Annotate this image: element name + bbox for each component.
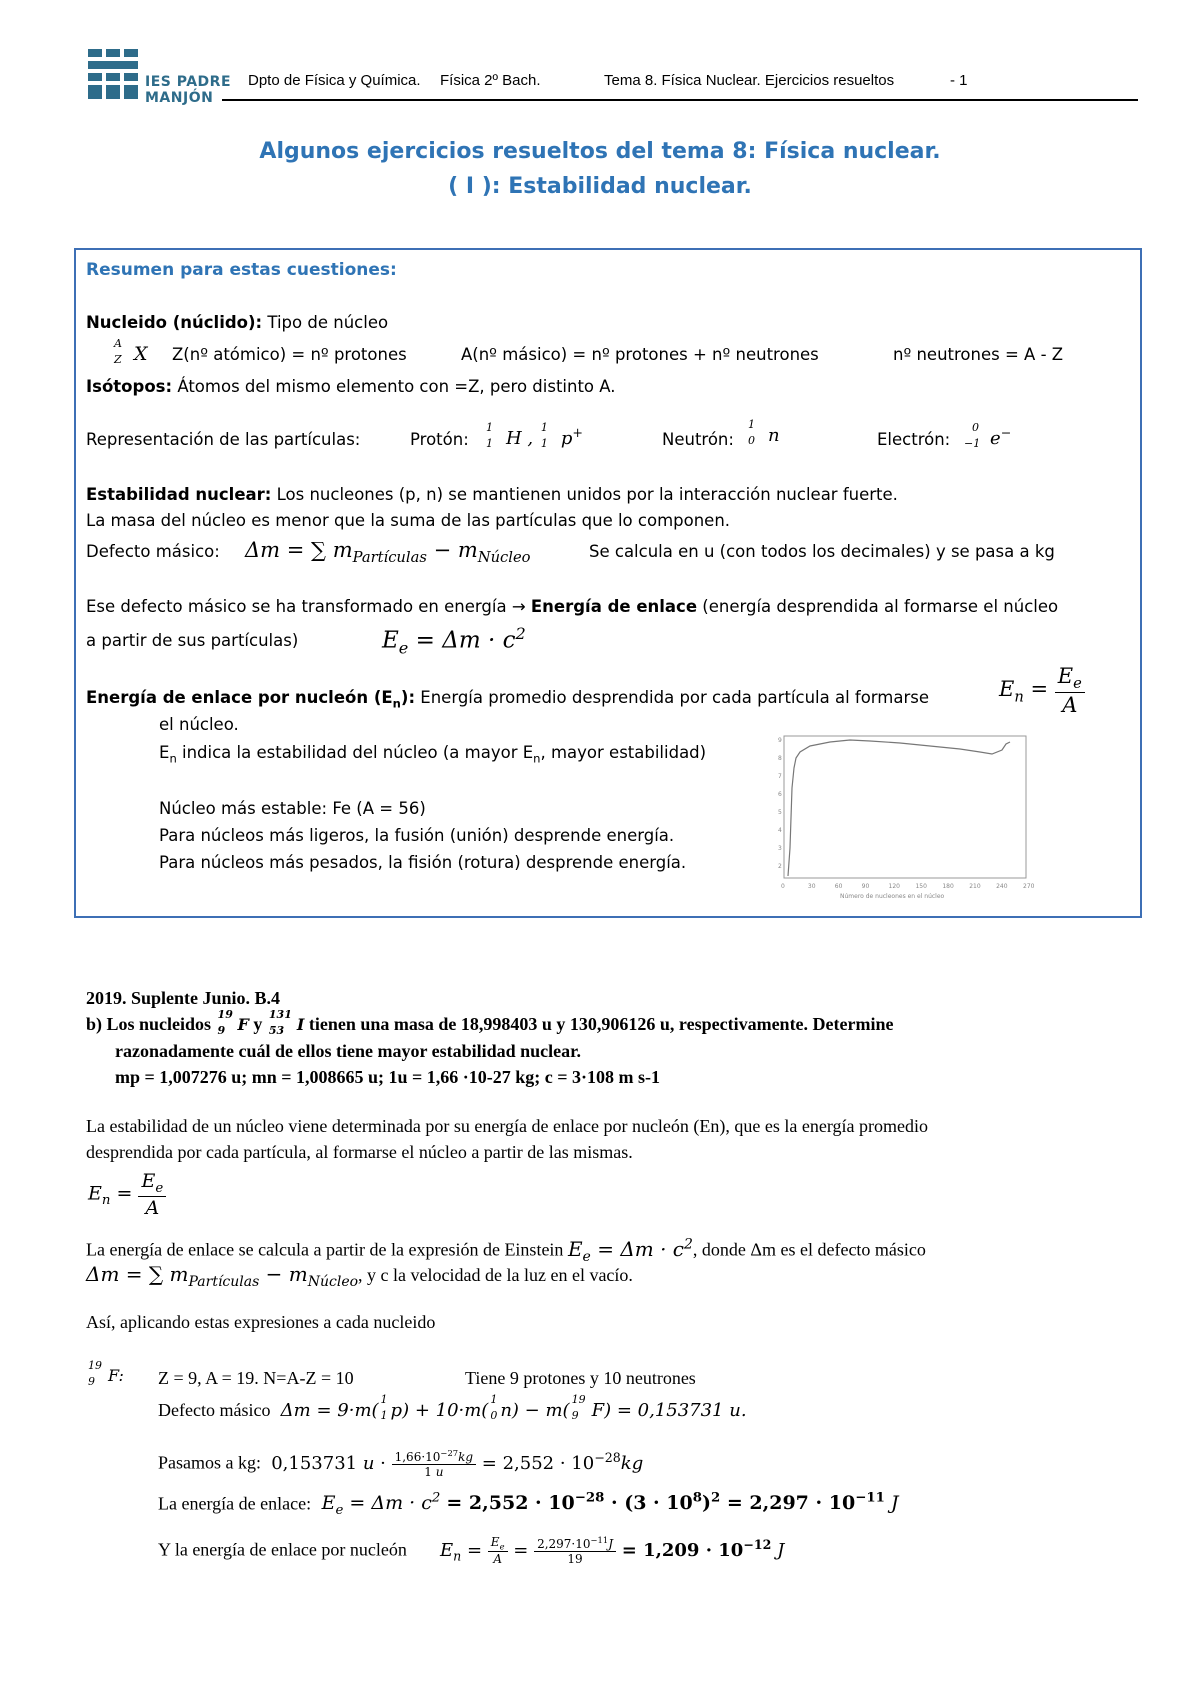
paragraph-3: La energía de enlace se calcula a partir de la expresión de Einstein $E_e = \Delta m \cdot c^2$, donde Δm es el defecto másico bbox=[86, 1236, 926, 1265]
estabilidad-line bbox=[86, 485, 898, 504]
estabilidad-text: Los nucleones (p, n) se mantienen unidos por la interacción nuclear fuerte. bbox=[276, 485, 898, 504]
paragraph-1: La estabilidad de un núcleo viene determinada por su energía de enlace por nucleón (En), que es la energía promedio bbox=[86, 1116, 929, 1136]
paragraph-3a: La energía de enlace se calcula a partir de la expresión de Einstein bbox=[86, 1239, 564, 1260]
header-topic: Tema 8. Física Nuclear. Ejercicios resueltos bbox=[604, 72, 895, 89]
energia-text1: Ese defecto másico se ha transformado en energía bbox=[86, 597, 507, 616]
graph-xtick: 150 bbox=[915, 883, 927, 890]
proton-symbol: 1 1 H , 1 1 p+ bbox=[486, 421, 583, 450]
electron-label: Electrón: bbox=[877, 430, 951, 449]
question-b1: b) Los nucleidos bbox=[86, 1014, 212, 1034]
graph-frame bbox=[784, 736, 1026, 878]
einstein-formula: $E_e = \Delta m \cdot c^2$ bbox=[382, 624, 526, 658]
energia-line bbox=[86, 597, 1058, 616]
paragraph-5: Así, aplicando estas expresiones a cada nucleido bbox=[86, 1312, 436, 1332]
defecto-label: Defecto másico: bbox=[86, 542, 220, 561]
neutron-symbol: 1 0 n bbox=[748, 418, 780, 447]
logo-line1: IES PADRE bbox=[145, 74, 232, 90]
defecto-formula: Δm = ∑ $m_{Partículas} - m_{Núcleo}$ bbox=[245, 538, 531, 567]
arrow-right-icon: → bbox=[511, 597, 526, 616]
fluor-defecto-label: Defecto másico bbox=[158, 1400, 271, 1420]
energia-text3: a partir de sus partículas) bbox=[86, 631, 299, 650]
question-b3: razonadamente cuál de ellos tiene mayor estabilidad nuclear. bbox=[115, 1041, 581, 1061]
page-subtitle: ( I ): Estabilidad nuclear. bbox=[448, 174, 752, 199]
paragraph-4: Δm = ∑ $m_{Partículas} - m_{Núcleo}$, y c la velocidad de la luz en el vacío. bbox=[86, 1262, 633, 1290]
n-definition: nº neutrones = A - Z bbox=[893, 345, 1064, 364]
en-text3a: indica la estabilidad del núcleo (a mayor E bbox=[182, 743, 534, 762]
fluor-tiene: Tiene 9 protones y 10 neutrones bbox=[465, 1368, 696, 1388]
svg-text:7: 7 bbox=[778, 773, 782, 780]
fusion-text: Para núcleos más ligeros, la fusión (unión) desprende energía. bbox=[159, 826, 675, 845]
binding-energy-curve bbox=[788, 740, 1010, 876]
fluor-enlace-label: La energía de enlace: bbox=[158, 1493, 312, 1514]
fluor-composition: Z = 9, A = 19. N=A-Z = 10 bbox=[158, 1368, 354, 1388]
fe-text: Núcleo más estable: Fe (A = 56) bbox=[159, 799, 426, 818]
binding-energy-graph bbox=[770, 728, 1035, 904]
fluor-nucleon-label: Y la energía de enlace por nucleón bbox=[158, 1539, 407, 1560]
energia-label: Energía de enlace bbox=[530, 597, 698, 616]
logo-line2: MANJÓN bbox=[145, 90, 214, 106]
problem-heading: 2019. Suplente Junio. B.4 bbox=[86, 988, 281, 1008]
page-title: Algunos ejercicios resueltos del tema 8: Física nuclear. bbox=[259, 139, 941, 164]
header-page: - 1 bbox=[950, 72, 968, 89]
fluor-symbol: 19 9 F: bbox=[88, 1358, 124, 1388]
svg-text:8: 8 bbox=[778, 755, 782, 762]
fluor-nucleon-value: = 1,209 · 10 bbox=[621, 1539, 744, 1561]
isotopos-text: Átomos del mismo elemento con =Z, pero distinto A. bbox=[177, 377, 616, 396]
masa-text: La masa del núcleo es menor que la suma de las partículas que lo componen. bbox=[86, 511, 731, 530]
isotopos-label: Isótopos: bbox=[86, 377, 173, 396]
nucleido-symbol: A Z X bbox=[114, 337, 148, 366]
proton-label: Protón: bbox=[410, 430, 469, 449]
graph-xtick: 210 bbox=[969, 883, 981, 890]
fluor-kg-label: Pasamos a kg: bbox=[158, 1452, 261, 1473]
svg-text:4: 4 bbox=[778, 827, 782, 834]
question-b2: tienen una masa de 18,998403 u y 130,906126 u, respectivamente. Determine bbox=[308, 1014, 894, 1034]
fluor-enlace: La energía de enlace: $E_e = \Delta m \cdot c^2 = 2,552 \cdot 10^{-28} \cdot (3 \cdot 10^8)^2 = 2,297 \cdot 10^{-11}$ J bbox=[158, 1491, 899, 1519]
school-logo-grid bbox=[88, 49, 142, 103]
graph-xlabel: Número de nucleones en el núcleo bbox=[840, 893, 945, 900]
summary-heading: Resumen para estas cuestiones: bbox=[86, 260, 397, 280]
fluor-enlace-value: = 2,552 · 10 bbox=[446, 1492, 575, 1515]
repr-text: Representación de las partículas: bbox=[86, 430, 361, 449]
fluor-nucleon: Y la energía de enlace por nucleón $E_n$ = $\frac{E_e}{A}$ = $\frac{2,297\cdot 10^{-11}J}{19}$ = $1,209 \cdot 10^{-12}$ J bbox=[158, 1535, 785, 1567]
en-text2: el núcleo. bbox=[159, 715, 239, 734]
paragraph-4b: , y c la velocidad de la luz en el vacío. bbox=[358, 1265, 633, 1285]
nucleido-line bbox=[86, 313, 388, 332]
neutron-label: Neutrón: bbox=[662, 430, 734, 449]
paragraph-2: desprendida por cada partícula, al formarse el núcleo a partir de las mismas. bbox=[86, 1142, 633, 1162]
header-course: Física 2º Bach. bbox=[440, 72, 541, 89]
graph-xtick: 120 bbox=[888, 883, 901, 890]
svg-text:3: 3 bbox=[778, 845, 782, 852]
svg-text:2: 2 bbox=[778, 863, 782, 870]
fluor-kg-value: = 2,552 · 10 bbox=[481, 1452, 595, 1474]
header-rule bbox=[222, 99, 1138, 101]
graph-xtick: 240 bbox=[996, 883, 1008, 890]
isotopos-line bbox=[86, 377, 616, 396]
fision-text: Para núcleos más pesados, la fisión (rotura) desprende energía. bbox=[159, 853, 687, 872]
paragraph-3b: , donde Δm es el defecto másico bbox=[692, 1239, 926, 1260]
graph-xtick: 270 bbox=[1023, 883, 1035, 890]
graph-xtick: 90 bbox=[861, 883, 870, 890]
en-formula-2: $E_n$ = $\frac{E_e}{A}$ bbox=[88, 1170, 166, 1219]
en-line: Energía de enlace por nucleón $(E_n)$: Energía promedio desprendida por cada partícula al formarse bbox=[86, 688, 930, 711]
graph-xtick: 0 bbox=[781, 883, 785, 890]
en-text3b: , mayor estabilidad) bbox=[540, 743, 707, 762]
svg-text:5: 5 bbox=[778, 809, 782, 816]
graph-xtick: 60 bbox=[834, 883, 843, 890]
header-dept: Dpto de Física y Química. bbox=[248, 72, 421, 89]
svg-text:9: 9 bbox=[778, 737, 782, 744]
z-definition: Z(nº atómico) = nº protones bbox=[172, 345, 407, 364]
nucleido-text: Tipo de núcleo bbox=[267, 313, 389, 332]
fluor-defecto-value: = 0,153731 u. bbox=[616, 1400, 747, 1421]
svg-text:6: 6 bbox=[778, 791, 782, 798]
energia-text2: (energía desprendida al formarse el núcleo bbox=[702, 597, 1059, 616]
a-definition: A(nº másico) = nº protones + nº neutrones bbox=[461, 345, 819, 364]
fluor-kg: Pasamos a kg: 0,153731 u · $\frac{1,66\cdot 10^{-27}kg}{1 u}$ = $2,552 \cdot 10^{-28}kg$ bbox=[158, 1448, 644, 1479]
graph-xtick: 180 bbox=[942, 883, 954, 890]
en-formula: $E_n$ = $\frac{E_e}{A}$ bbox=[999, 664, 1085, 717]
question-line1: b) Los nucleidos 19 9 F y 131 53 I tienen una masa de 18,998403 u y 130,906126 u, respectivamente. Determine bbox=[86, 1007, 894, 1037]
en-stability-line: $E_n$ indica la estabilidad del núcleo (a mayor $E_n$, mayor estabilidad) bbox=[159, 743, 707, 766]
fluor-defecto: Defecto másico Δm = 9·m( 1 1 p) + 10·m( 1 0 n) − m( 19 9 F) = 0,153731 u. bbox=[158, 1393, 747, 1422]
en-text1: Energía promedio desprendida por cada partícula al formarse bbox=[420, 688, 930, 707]
graph-xtick: 30 bbox=[807, 883, 816, 890]
nucleido-label: Nucleido (núclido): bbox=[86, 313, 263, 332]
electron-symbol: 0 −1 e− bbox=[964, 421, 1012, 450]
defecto-note: Se calcula en u (con todos los decimales) y se pasa a kg bbox=[589, 542, 1055, 561]
data-line: mp = 1,007276 u; mn = 1,008665 u; 1u = 1,66 ·10-27 kg; c = 3·108 m s-1 bbox=[115, 1067, 661, 1087]
en-label: Energía de enlace por nucleón (E bbox=[86, 688, 393, 707]
estabilidad-label: Estabilidad nuclear: bbox=[86, 485, 272, 504]
